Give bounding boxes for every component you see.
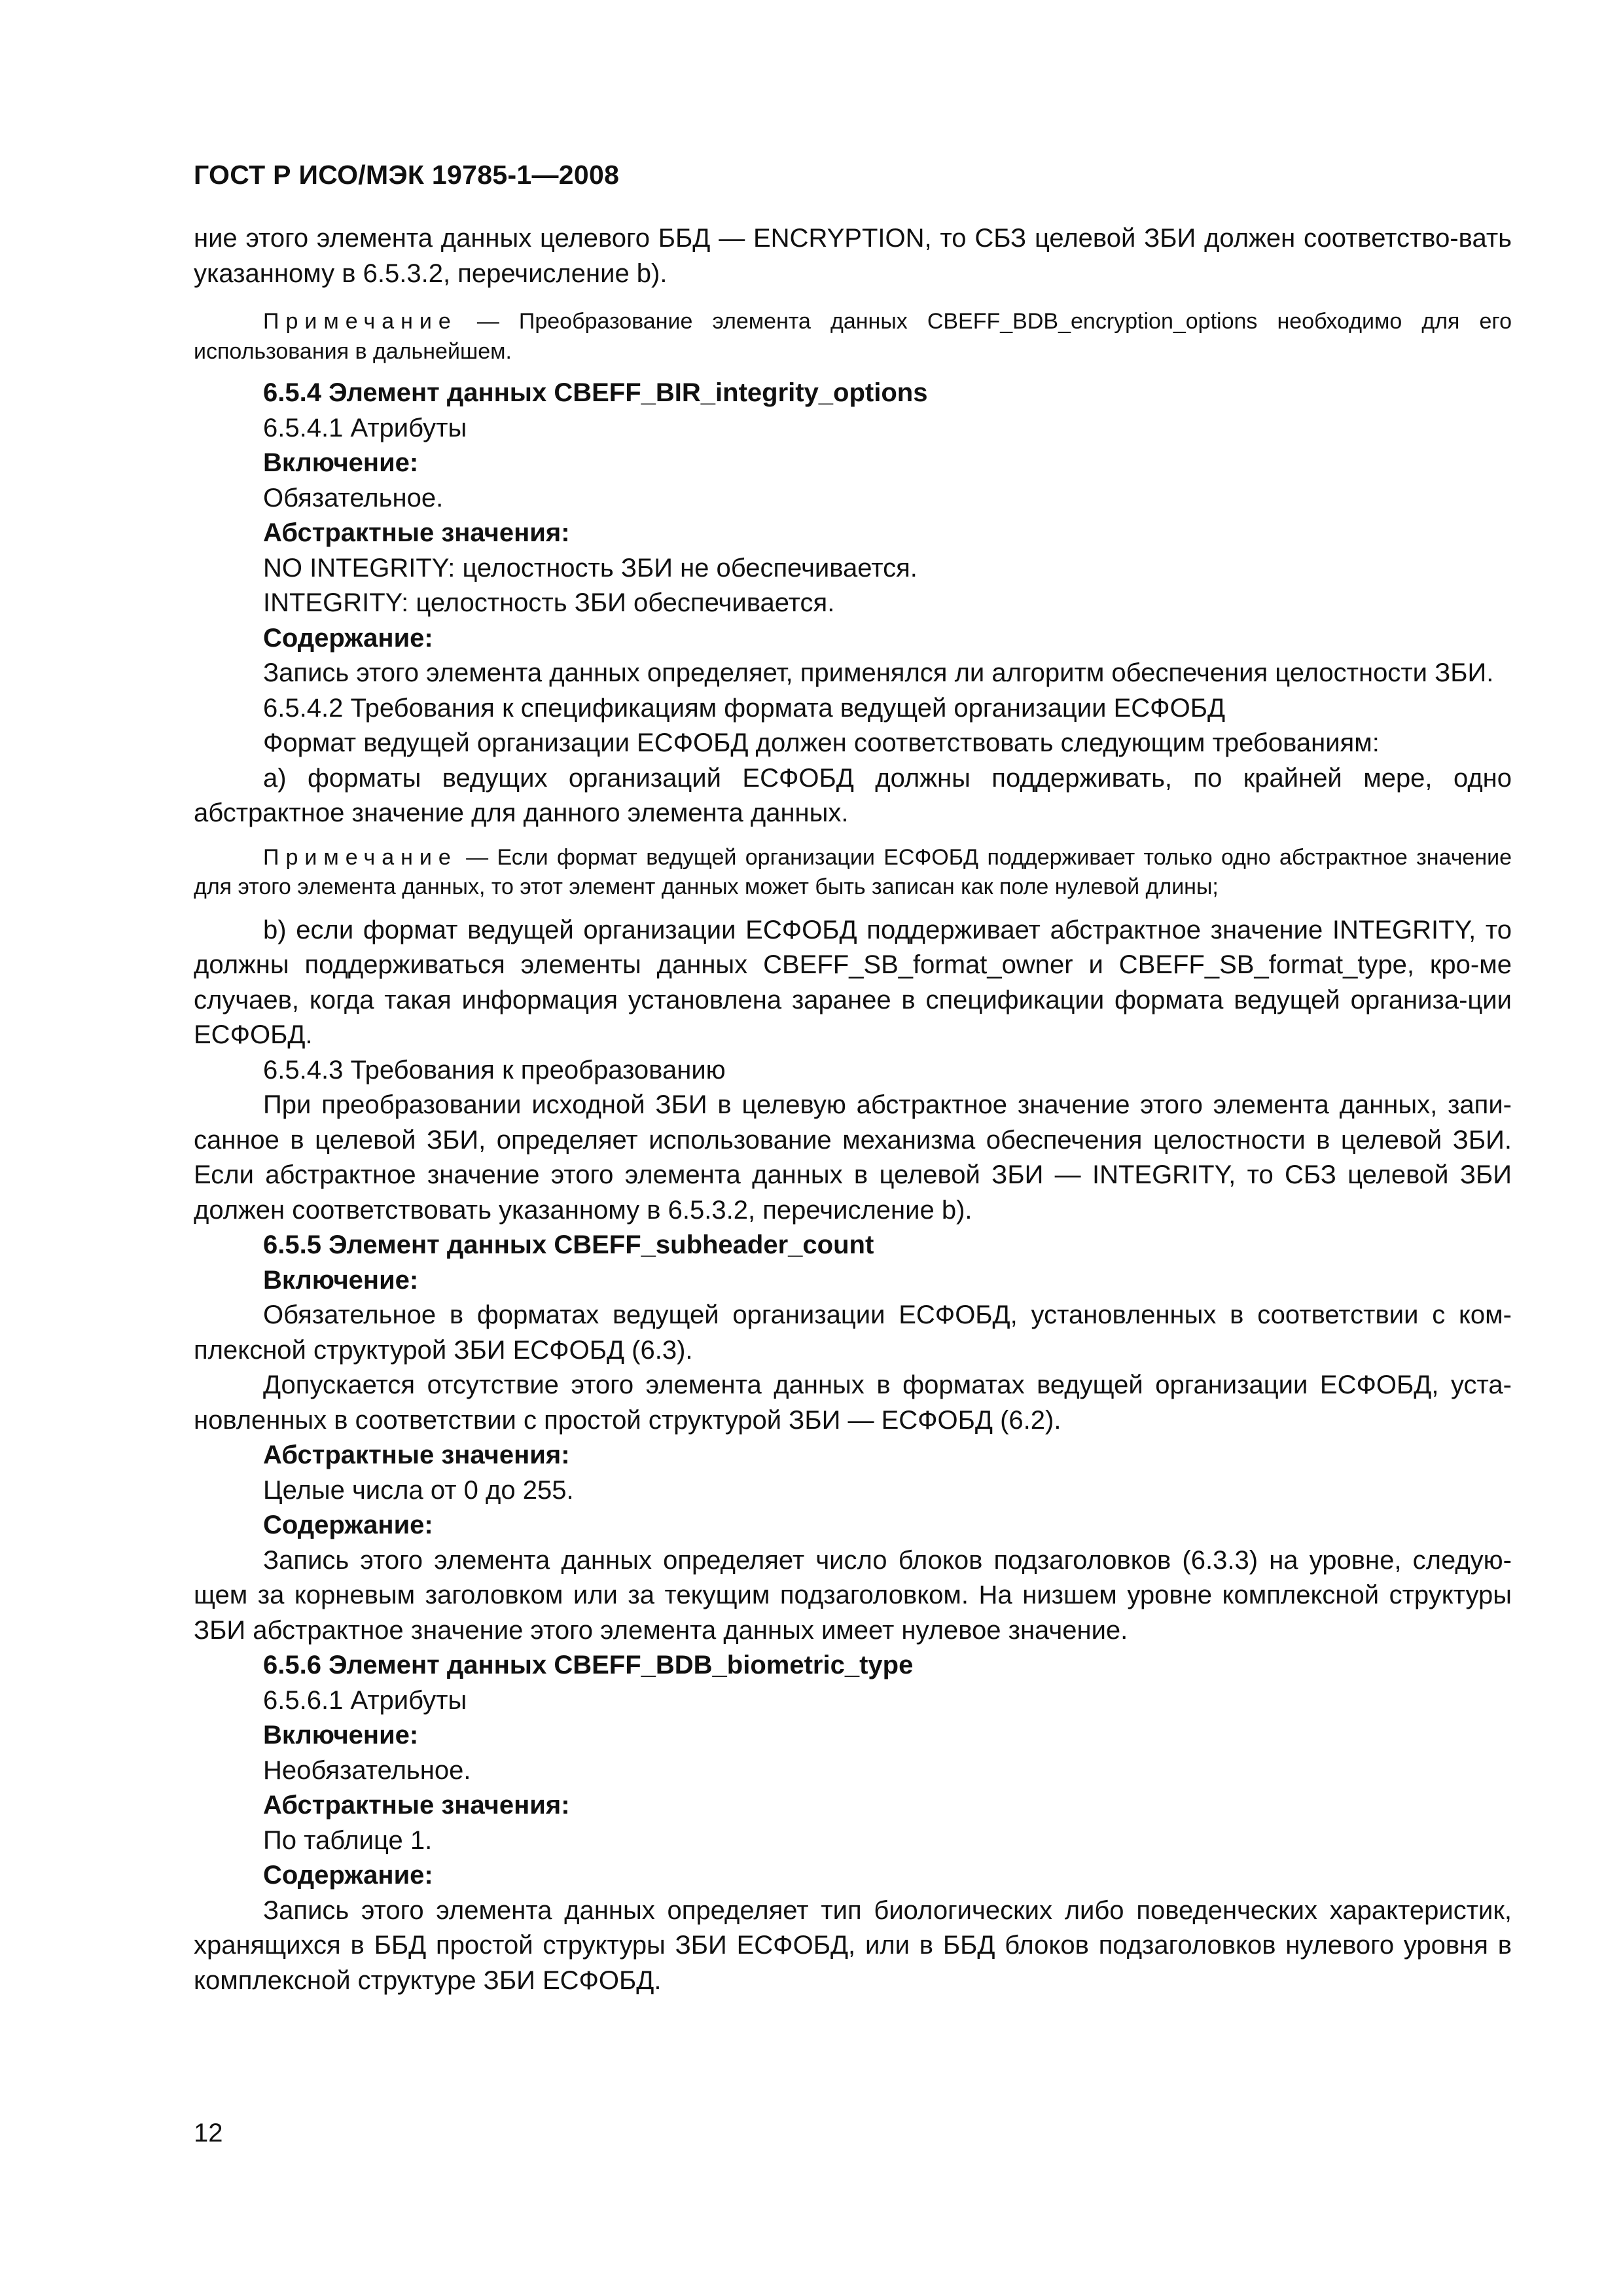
- label-inclusion: Включение:: [263, 1265, 419, 1295]
- requirements-intro: Формат ведущей организации ЕСФОБД должен соответствовать следующим требованиям:: [263, 728, 1380, 757]
- note-label: Примечание: [263, 844, 457, 870]
- conversion-paragraph: При преобразовании исходной ЗБИ в целевую абстрактное значение этого элемента данных, запи-санное в целевой ЗБИ, определяет использование механизма обеспечения целостности в целевой ЗБИ. Если абстрактное значение этого элемента данных в целевой ЗБИ — INTEGRITY, то СБЗ целевой ЗБИ должен соответствовать указанному в 6.5.3.2, перечисление b).: [194, 1090, 1512, 1225]
- note-1: [194, 307, 1512, 367]
- abstract-value-integrity: INTEGRITY: целостность ЗБИ обеспечивается.: [263, 588, 835, 617]
- requirement-a: a) форматы ведущих организаций ЕСФОБД должны поддерживать, по крайней мере, одно абстрактное значение для данного элемента данных.: [194, 763, 1512, 827]
- paragraph-continuation: ние этого элемента данных целевого ББД — ENCRYPTION, то СБЗ целевой ЗБИ должен соответство-вать указанному в 6.5.3.2, перечисление b).: [194, 224, 1512, 288]
- inclusion-value: Необязательное.: [263, 1755, 471, 1785]
- label-content: Содержание:: [263, 1861, 433, 1890]
- note-2: [194, 843, 1512, 903]
- requirement-b: b) если формат ведущей организации ЕСФОБД поддерживает абстрактное значение INTEGRITY, то должны поддерживаться элементы данных CBEFF_SB_format_owner и CBEFF_SB_format_type, кро-ме случаев, когда такая информация установлена заранее в спецификации формата ведущей организа-ции ЕСФОБД.: [194, 915, 1512, 1049]
- subsection-6-5-4-1: 6.5.4.1 Атрибуты: [263, 413, 467, 442]
- content-paragraph: Запись этого элемента данных определяет число блоков подзаголовков (6.3.3) на уровне, следую-щем за корневым заголовком или за текущим подзаголовком. На низшем уровне комплексной структуры ЗБИ абстрактное значение этого элемента данных имеет нулевое значение.: [194, 1545, 1512, 1645]
- label-content: Содержание:: [263, 1511, 433, 1539]
- label-content: Содержание:: [263, 623, 433, 653]
- subsection-6-5-4-2: 6.5.4.2 Требования к спецификациям формата ведущей организации ЕСФОБД: [263, 693, 1226, 723]
- note-text: — Преобразование элемента данных CBEFF_BDB_encryption_options необходимо для его использования в дальнейшем.: [194, 309, 1512, 364]
- section-heading-6-5-4: 6.5.4 Элемент данных CBEFF_BIR_integrity_options: [263, 378, 928, 407]
- section-heading-6-5-5: 6.5.5 Элемент данных CBEFF_subheader_count: [263, 1230, 874, 1259]
- label-abstract-values: Абстрактные значения:: [263, 1791, 570, 1820]
- abstract-value-no-integrity: NO INTEGRITY: целостность ЗБИ не обеспечивается.: [263, 553, 918, 583]
- inclusion-paragraph-2: Допускается отсутствие этого элемента данных в форматах ведущей организации ЕСФОБД, уста-новленных в соответствии с простой структурой ЗБИ — ЕСФОБД (6.2).: [194, 1371, 1512, 1435]
- page-number: 12: [194, 2119, 223, 2147]
- subsection-6-5-6-1: 6.5.6.1 Атрибуты: [263, 1685, 467, 1715]
- inclusion-paragraph: Обязательное в форматах ведущей организации ЕСФОБД, установленных в соответствии с ком-плексной структурой ЗБИ ЕСФОБД (6.3).: [194, 1300, 1512, 1365]
- content-paragraph: Запись этого элемента данных определяет тип биологических либо поведенческих характеристик, хранящихся в ББД простой структуры ЗБИ ЕСФОБД, или в ББД блоков подзаголовков нулевого уровня в комплексной структуре ЗБИ ЕСФОБД.: [194, 1895, 1512, 1995]
- section-heading-6-5-6: 6.5.6 Элемент данных CBEFF_BDB_biometric_type: [263, 1651, 914, 1679]
- label-abstract-values: Абстрактные значения:: [263, 518, 570, 547]
- label-abstract-values: Абстрактные значения:: [263, 1441, 570, 1469]
- note-text: — Если формат ведущей организации ЕСФОБД поддерживает только одно абстрактное значение для этого элемента данных, то этот элемент данных может быть записан как поле нулевой длины;: [194, 844, 1512, 899]
- subsection-6-5-4-3: 6.5.4.3 Требования к преобразованию: [263, 1055, 726, 1085]
- document-body: [194, 221, 1512, 1998]
- note-label: Примечание: [263, 309, 457, 334]
- label-inclusion: Включение:: [263, 1721, 419, 1749]
- abstract-values-reference: По таблице 1.: [263, 1825, 433, 1855]
- label-inclusion: Включение:: [263, 448, 419, 477]
- abstract-values-range: Целые числа от 0 до 255.: [263, 1475, 574, 1505]
- inclusion-value: Обязательное.: [263, 483, 444, 512]
- content-paragraph: Запись этого элемента данных определяет, применялся ли алгоритм обеспечения целостности ЗБИ.: [263, 658, 1494, 687]
- standard-header: ГОСТ Р ИСО/МЭК 19785-1—2008: [194, 160, 620, 190]
